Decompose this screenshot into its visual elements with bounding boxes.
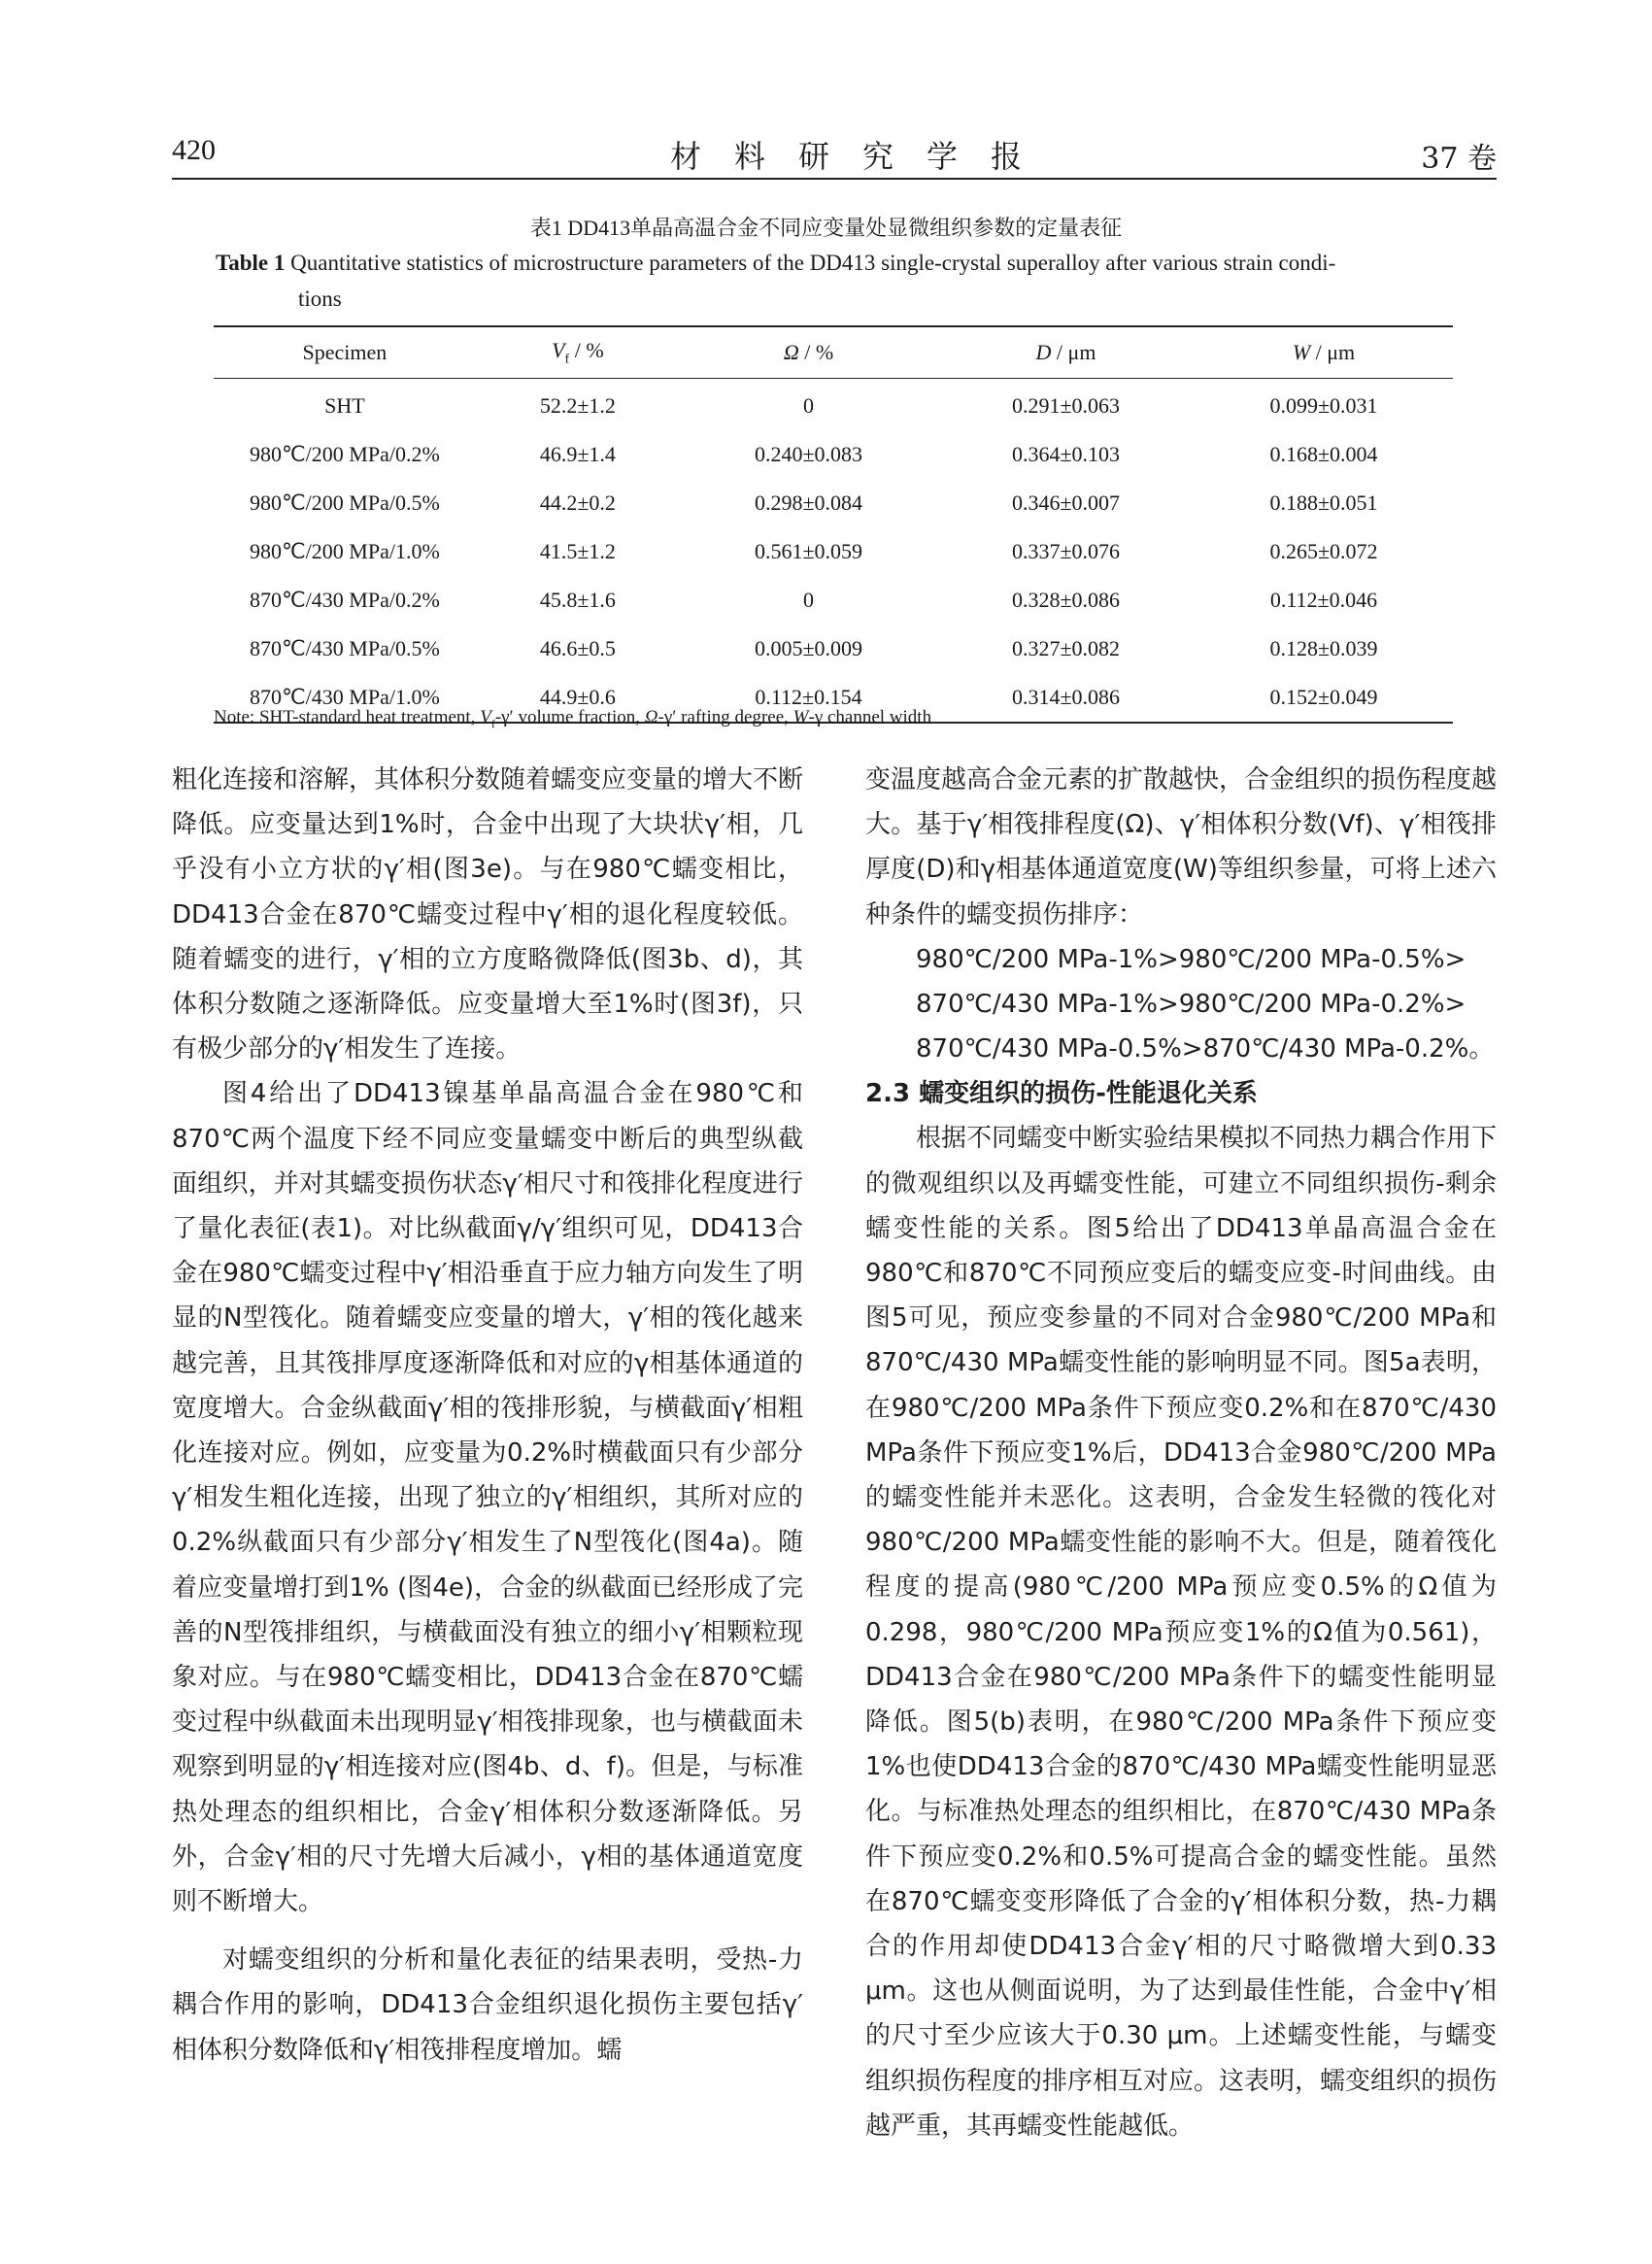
table-cell: 0.298±0.084 xyxy=(754,490,863,515)
table-cell: 0.314±0.086 xyxy=(937,673,1195,723)
journal-title: 材料研究学报 xyxy=(670,138,1056,175)
col-header-d: D / μm xyxy=(937,326,1195,379)
body-column-left xyxy=(172,758,803,2073)
table-cell: 46.9±1.4 xyxy=(539,442,616,466)
right-paragraph-1: 变温度越高合金元素的扩散越快，合金组织的损伤程度越大。基于γ′相筏排程度(Ω)、γ′相体积分数(Vf)、γ′相筏排厚度(D)和γ相基体通道宽度(W)等组织参量，可将上述六种条件的蠕变损伤排序： xyxy=(865,765,1498,929)
table-cell: 980℃/200 MPa/0.5% xyxy=(249,490,440,515)
table-cell: 0.328±0.086 xyxy=(1011,588,1121,612)
body-column-right xyxy=(865,758,1497,2148)
table-cell: 0.099±0.031 xyxy=(1269,393,1378,418)
table-cell: 0 xyxy=(803,393,814,418)
header-rule xyxy=(172,178,1497,180)
table-cell: 44.2±0.2 xyxy=(539,490,616,515)
table-row xyxy=(214,625,1453,673)
table-cell: 0.112±0.046 xyxy=(1269,588,1378,612)
table-cell: 0.327±0.082 xyxy=(1011,636,1121,660)
table-cell: 0.128±0.039 xyxy=(1269,636,1378,660)
ranking-line-3: 870℃/430 MPa-0.5%>870℃/430 MPa-0.2%。 xyxy=(916,1034,1495,1064)
table-header-row xyxy=(214,326,1453,379)
ranking-line-1: 980℃/200 MPa-1%>980℃/200 MPa-0.5%> xyxy=(916,944,1467,974)
table-cell: 0.364±0.103 xyxy=(1011,442,1121,466)
volume-label: 37 卷 xyxy=(1421,142,1497,176)
table-cell: 45.8±1.6 xyxy=(539,588,616,612)
table-cell: 0.337±0.076 xyxy=(1011,539,1121,563)
left-paragraph-2: 图4给出了DD413镍基单晶高温合金在980℃和870℃两个温度下经不同应变量蠕变中断后的典型纵截面组织，并对其蠕变损伤状态γ′相尺寸和筏排化程度进行了量化表征(表1)。对比纵截面γ/γ′组织可见，DD413合金在980℃蠕变过程中γ′相沿垂直于应力轴方向发生了明显的N型筏化。随着蠕变应变量的增大，γ′相的筏化越来越完善，且其筏排厚度逐渐降低和对应的γ相基体通道的宽度增大。合金纵截面γ′相的筏排形貌，与横截面γ′相粗化连接对应。例如，应变量为0.2%时横截面只有少部分γ′相发生粗化连接，出现了独立的γ′相组织，其所对应的0.2%纵截面只有少部分γ′相发生了N型筏化(图4a)。随着应变量增打到1% (图4e)，合金的纵截面已经形成了完善的N型筏排组织，与横截面没有独立的细小γ′相颗粒现象对应。与在980℃蠕变相比，DD413合金在870℃蠕变过程中纵截面未出现明显γ′相筏排现象，也与横截面未观察到明显的γ′相连接对应(图4b、d、f)。但是，与标准热处理态的组织相比，合金γ′相体积分数逐渐降低。另外，合金γ′相的尺寸先增大后减小，γ相的基体通道宽度则不断增大。 xyxy=(172,1079,803,1917)
table-cell: 41.5±1.2 xyxy=(539,539,616,563)
table-row xyxy=(214,430,1453,479)
table-cell: 980℃/200 MPa/0.2% xyxy=(249,442,440,466)
table-note: Note: SHT-standard heat treatment, $V_f-\gamma'$ volume fraction, Ω-γ′ rafting degree, W-γ channel width xyxy=(214,707,932,730)
section-heading: 2.3 蠕变组织的损伤-性能退化关系 xyxy=(865,1079,1258,1109)
table-cell: 52.2±1.2 xyxy=(539,393,616,418)
table-caption-label: Table 1 xyxy=(216,251,286,275)
table-row xyxy=(214,527,1453,576)
table-row xyxy=(214,576,1453,625)
table-cell: 0.265±0.072 xyxy=(1269,539,1378,563)
table-cell: 870℃/430 MPa/0.2% xyxy=(249,588,440,612)
right-paragraph-2: 根据不同蠕变中断实验结果模拟不同热力耦合作用下的微观组织以及再蠕变性能，可建立不同组织损伤-剩余蠕变性能的关系。图5给出了DD413单晶高温合金在980℃和870℃不同预应变后的蠕变应变-时间曲线。由图5可见，预应变参量的不同对合金980℃/200 MPa和870℃/430 MPa蠕变性能的影响明显不同。图5a表明，在980℃/200 MPa条件下预应变0.2%和在870℃/430 MPa条件下预应变1%后，DD413合金980℃/200 MPa的蠕变性能并未恶化。这表明，合金发生轻微的筏化对980℃/200 MPa蠕变性能的影响不大。但是，随着筏化程度的提高(980℃/200 MPa预应变0.5%的Ω值为0.298，980℃/200 MPa预应变1%的Ω值为0.561)，DD413合金在980℃/200 MPa条件下的蠕变性能明显降低。图5(b)表明，在980℃/200 MPa条件下预应变1%也使DD413合金的870℃/430 MPa蠕变性能明显恶化。与标准热处理态的组织相比，在870℃/430 MPa条件下预应变0.2%和0.5%可提高合金的蠕变性能。虽然在870℃蠕变变形降低了合金的γ′相体积分数，热-力耦合的作用却使DD413合金γ′相的尺寸略微增大到0.33 μm。这也从侧面说明，为了达到最佳性能，合金中γ′相的尺寸至少应该大于0.30 μm。上述蠕变性能，与蠕变组织损伤程度的排序相互对应。这表明，蠕变组织的损伤越严重，其再蠕变性能越低。 xyxy=(865,1124,1498,2141)
microstructure-table xyxy=(214,325,1453,724)
left-paragraph-1: 粗化连接和溶解，其体积分数随着蠕变应变量的增大不断降低。应变量达到1%时，合金中出现了大块状γ′相，几乎没有小立方状的γ′相(图3e)。与在980℃蠕变相比，DD413合金在870℃蠕变过程中γ′相的退化程度较低。随着蠕变的进行，γ′相的立方度略微降低(图3b、d)，其体积分数随之逐渐降低。应变量增大至1%时(图3f)，只有极少部分的γ′相发生了连接。 xyxy=(172,765,804,1064)
ranking-line-2: 870℃/430 MPa-1%>980℃/200 MPa-0.2%> xyxy=(916,990,1467,1020)
table-cell: 0.188±0.051 xyxy=(1269,490,1378,515)
table-cell: 46.6±0.5 xyxy=(539,636,616,660)
table-cell: 0 xyxy=(803,588,814,612)
table-cell: SHT xyxy=(324,393,365,418)
table-cell: 870℃/430 MPa/1.0% xyxy=(214,673,476,723)
table-cell: 44.9±0.6 xyxy=(476,673,680,723)
col-header-vf: $V_f$ / % xyxy=(476,326,680,379)
table-cell: 0.005±0.009 xyxy=(754,636,863,660)
table-cell: 980℃/200 MPa/1.0% xyxy=(249,539,440,563)
table-caption-text: Quantitative statistics of microstructure parameters of the DD413 single-crystal superalloy after various strain condi- xyxy=(290,251,1336,275)
table-cell: 0.561±0.059 xyxy=(754,539,863,563)
col-header-specimen: Specimen xyxy=(214,326,476,379)
table-cell: 870℃/430 MPa/0.5% xyxy=(249,636,440,660)
table-cell: 0.168±0.004 xyxy=(1269,442,1378,466)
table-row xyxy=(214,379,1453,431)
left-paragraph-3: 对蠕变组织的分析和量化表征的结果表明，受热-力耦合作用的影响，DD413合金组织退化损伤主要包括γ′相体积分数降低和γ′相筏排程度增加。蠕 xyxy=(172,1945,803,2065)
col-header-w: W / μm xyxy=(1195,326,1453,379)
table-caption-en xyxy=(216,245,1478,317)
table-caption-continuation: tions xyxy=(298,287,342,311)
table-cell: 0.291±0.063 xyxy=(1011,393,1121,418)
table-row xyxy=(214,479,1453,527)
col-header-omega: Ω / % xyxy=(680,326,937,379)
table-caption-zh: 表1 DD413单晶高温合金不同应变量处显微组织参数的定量表征 xyxy=(529,216,1123,240)
table-cell: 0.112±0.154 xyxy=(680,673,937,723)
table-cell: 0.346±0.007 xyxy=(1011,490,1121,515)
page-number: 420 xyxy=(172,134,216,166)
table-cell: 0.240±0.083 xyxy=(754,442,863,466)
table-cell: 0.152±0.049 xyxy=(1195,673,1453,723)
